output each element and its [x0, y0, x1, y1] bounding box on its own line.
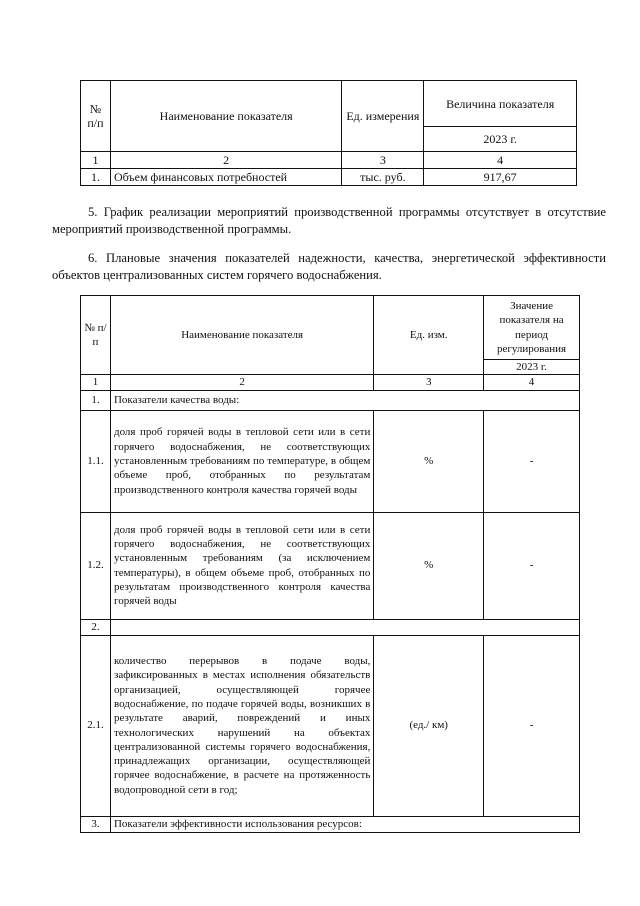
- col-number: 2: [110, 152, 341, 169]
- header-num: № п/п: [81, 81, 111, 152]
- col-number: 1: [81, 152, 111, 169]
- header-name: Наименование показателя: [110, 296, 373, 375]
- table-row: [81, 169, 577, 186]
- col-number: 2: [110, 375, 373, 390]
- header-unit: Ед. изм.: [374, 296, 484, 375]
- row-value: -: [484, 512, 580, 619]
- row-num: 2.: [81, 619, 111, 635]
- row-num: 1.2.: [81, 512, 111, 619]
- row-value: 917,67: [424, 169, 577, 186]
- table-row: [81, 410, 580, 512]
- header-name: Наименование показателя: [110, 81, 341, 152]
- header-year: 2023 г.: [424, 127, 577, 152]
- table-row: [81, 619, 580, 635]
- row-name: [110, 619, 579, 635]
- row-num: 1.: [81, 390, 111, 410]
- row-name: доля проб горячей воды в тепловой сети или в сети горячего водоснабжения, не соответствующих установленным требованиям (за исключением температуры), в общем объеме проб, отобранных по результатам производственного контроля качества горячей воды: [110, 512, 373, 619]
- row-unit: (ед./ км): [374, 635, 484, 816]
- row-value: -: [484, 410, 580, 512]
- table-row: [81, 635, 580, 816]
- row-value: -: [484, 635, 580, 816]
- row-num: 3.: [81, 816, 111, 832]
- col-number: 3: [342, 152, 424, 169]
- row-num: 1.: [81, 169, 111, 186]
- col-number: 4: [484, 375, 580, 390]
- row-name: Показатели качества воды:: [110, 390, 579, 410]
- paragraph-5: 5. График реализации мероприятий производственной программы отсутствует в отсутствие мероприятий производственной программы.: [52, 205, 606, 236]
- row-num: 1.1.: [81, 410, 111, 512]
- row-name: Объем финансовых потребностей: [110, 169, 341, 186]
- reliability-indicators-table: [80, 295, 580, 833]
- col-number: 3: [374, 375, 484, 390]
- row-name: Показатели эффективности использования ресурсов:: [110, 816, 579, 832]
- row-unit: тыс. руб.: [342, 169, 424, 186]
- row-num: 2.1.: [81, 635, 111, 816]
- table-row: [81, 390, 580, 410]
- row-name: доля проб горячей воды в тепловой сети или в сети горячего водоснабжения, не соответствующих установленным требованиям по температуре, в общем объеме проб, отобранных по результатам производственного контроля качества горячей воды: [110, 410, 373, 512]
- row-unit: %: [374, 410, 484, 512]
- header-value: Величина показателя: [424, 81, 577, 127]
- paragraph-6: 6. Плановые значения показателей надежности, качества, энергетической эффективности объектов централизованных систем горячего водоснабжения.: [52, 251, 606, 282]
- header-value: Значение показателя на период регулирования: [484, 296, 580, 360]
- header-num: № п/п: [81, 296, 111, 375]
- table-row: [81, 512, 580, 619]
- col-number: 1: [81, 375, 111, 390]
- row-unit: %: [374, 512, 484, 619]
- header-unit: Ед. измерения: [342, 81, 424, 152]
- header-year: 2023 г.: [484, 360, 580, 375]
- col-number: 4: [424, 152, 577, 169]
- row-name: количество перерывов в подаче воды, зафиксированных в местах исполнения обязательств организацией, осуществляющей горячее водоснабжение, по подаче горячей воды, возникших в результате аварий, повреждений и иных технологических нарушений на объектах централизованной системы горячего водоснабжения, принадлежащих организации, осуществляющей горячее водоснабжение, в расчете на протяженность водопроводной сети в год;: [110, 635, 373, 816]
- table-row: [81, 816, 580, 832]
- financial-needs-table: [80, 80, 577, 186]
